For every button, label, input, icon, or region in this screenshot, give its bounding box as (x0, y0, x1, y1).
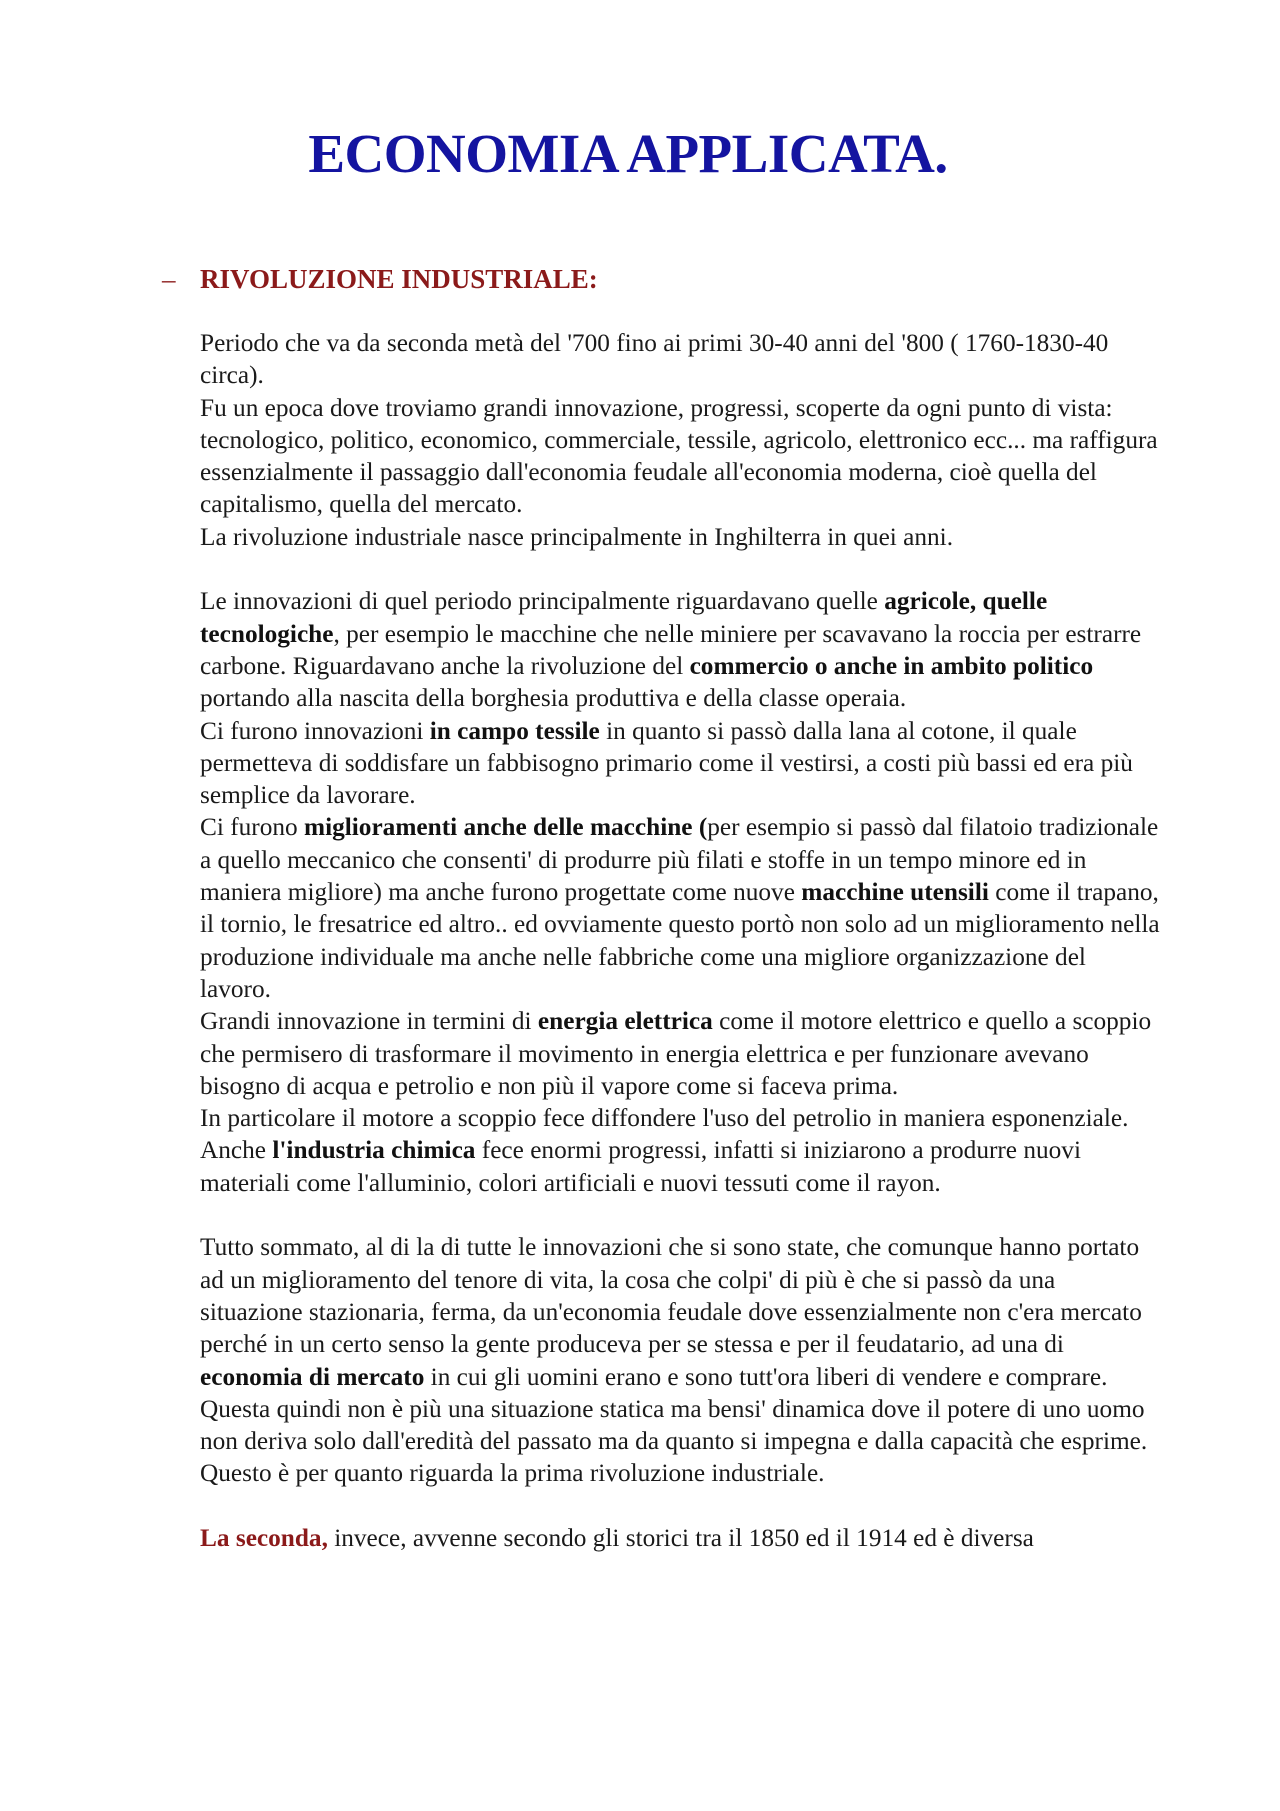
text-run: , per esempio le macchine che nelle miniere per scavavano la roccia per estrarre carbone. Riguardavano anche la rivoluzione del (200, 619, 1142, 680)
text-run: Grandi innovazione in termini di (200, 1007, 538, 1036)
section-heading-text: RIVOLUZIONE INDUSTRIALE: (200, 264, 598, 294)
text-run: invece, avvenne secondo gli storici tra il 1850 ed il 1914 ed è diversa (327, 1523, 1034, 1552)
period-text: Periodo che va da seconda metà del '700 fino ai primi 30-40 anni del '800 ( 1760-1830-40 circa). (200, 329, 1109, 390)
england-text: La rivoluzione industriale nasce principalmente in Inghilterra in quei anni. (200, 522, 954, 551)
highlight-term: La seconda, (200, 1523, 328, 1552)
text-run: in cui gli uomini erano e sono tutt'ora liberi di vendere e comprare. Questa quindi non è più una situazione statica ma bensi' dinamica dove il potere di uno uomo non deriva solo dall'eredità del passato ma da quanto si impegna e dalla capacità che esprime. (200, 1362, 1148, 1456)
bold-term: economia di mercato (200, 1362, 425, 1391)
paragraph-period (200, 327, 1162, 553)
paragraph-second-revolution (200, 1522, 1162, 1554)
paragraph-textile (200, 715, 1162, 812)
bold-term: commercio o anche in ambito politico (689, 651, 1094, 680)
paragraph-petrol (200, 1102, 1162, 1134)
text-run: come il motore elettrico e quello a scoppio che permisero di trasformare il movimento in energia elettrica e per funzionare avevano bisogno di acqua e petrolio e non più il vapore come si faceva prima. (200, 1007, 1152, 1100)
text-run: fece enormi progressi, infatti si iniziarono a produrre nuovi materiali come l'alluminio, colori artificiali e nuovi tessuti come il rayon. (200, 1136, 1081, 1197)
paragraph-spacer (200, 1199, 1162, 1231)
text-run: Le innovazioni di quel periodo principalmente riguardavano quelle (200, 587, 885, 616)
bold-term: energia elettrica (537, 1007, 713, 1036)
text-run: Tutto sommato, al di la di tutte le innovazioni che si sono state, che comunque hanno portato ad un miglioramento del tenore di vita, la cosa che colpi' di più è che si passò da una situazione stazionaria, ferma, da un'economia feudale dove essenzialmente non c'era mercato perché in un certo senso la gente produceva per se stessa e per il feudatario, ad una di (200, 1233, 1142, 1359)
paragraph-summary (200, 1231, 1162, 1457)
paragraph-machines (200, 811, 1162, 1005)
text-run: Ci furono innovazioni (200, 716, 430, 745)
text-run: Ci furono (200, 813, 304, 842)
paragraph-energy (200, 1005, 1162, 1102)
paragraph-chemistry (200, 1134, 1162, 1199)
bold-term: agricole, quelle tecnologiche (200, 587, 1048, 648)
bold-term: macchine utensili (801, 878, 989, 907)
text-run: In particolare il motore a scoppio fece diffondere l'uso del petrolio in maniera esponenziale. (200, 1104, 1129, 1133)
document-body (200, 327, 1162, 1554)
epoch-text: Fu un epoca dove troviamo grandi innovazione, progressi, scoperte da ogni punto di vista: tecnologico, politico, economico, commerciale, tessile, agricolo, elettronico ecc... ma raffigura essenzialmente il passaggio dall'economia feudale all'economia moderna, cioè quella del capitalismo, quella del mercato. (200, 393, 1158, 519)
document-title: ECONOMIA APPLICATA. (308, 123, 948, 184)
bold-term: l'industria chimica (272, 1136, 476, 1165)
bold-term: miglioramenti anche delle macchine ( (304, 813, 708, 842)
paragraph-first-revolution (200, 1457, 1162, 1489)
paragraph-spacer (200, 1490, 1162, 1522)
text-run: in quanto si passò dalla lana al cotone, il quale permetteva di soddisfare un fabbisogno primario come il vestirsi, a costi più bassi ed era più semplice da lavorare. (200, 716, 1133, 810)
text-run: per esempio si passò dal filatoio tradizionale a quello meccanico che consenti' di produrre più filati e stoffe in un tempo minore ed in maniera migliore) ma anche furono progettate come nuove (200, 813, 1159, 907)
paragraph-spacer (200, 553, 1162, 585)
text-run: Questo è per quanto riguarda la prima rivoluzione industriale. (200, 1459, 825, 1488)
bullet-dash: – (162, 264, 176, 294)
text-run: come il trapano, il tornio, le fresatrice ed altro.. ed ovviamente questo portò non solo ad un miglioramento nella produzione individuale ma anche nelle fabbriche come una migliore organizzazione del lavoro. (200, 878, 1160, 1003)
paragraph-innovations (200, 585, 1162, 714)
text-run: Anche (200, 1136, 273, 1165)
bold-term: in campo tessile (429, 716, 600, 745)
text-run: portando alla nascita della borghesia produttiva e della classe operaia. (200, 684, 907, 713)
